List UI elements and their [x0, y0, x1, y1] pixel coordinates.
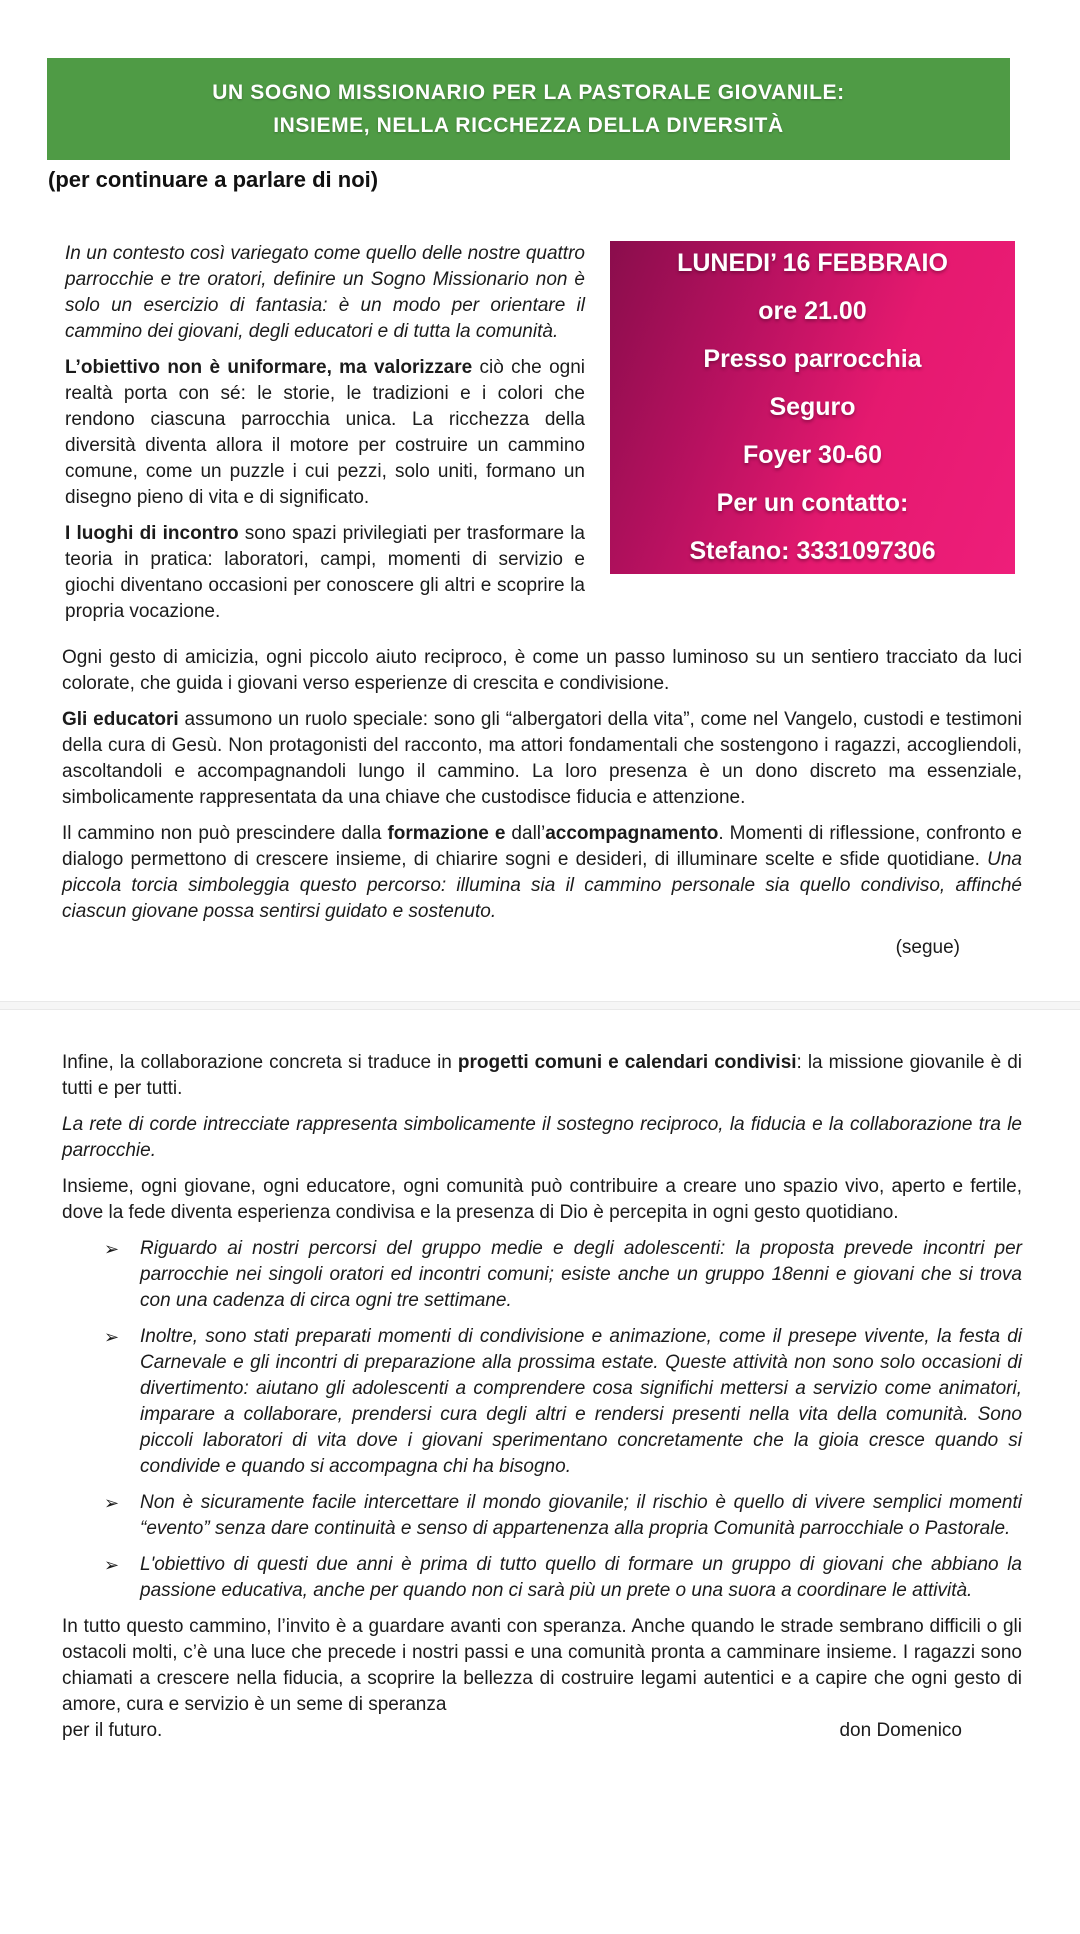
- paragraph-luoghi: [65, 521, 585, 625]
- bold-run-accompagnamento: accompagnamento: [545, 823, 719, 844]
- bullet-item: [102, 1552, 1022, 1604]
- banner-line-1: UN SOGNO MISSIONARIO PER LA PASTORALE GIOVANILE:: [212, 80, 845, 104]
- arrow-bullet-icon: ➢: [104, 1327, 120, 1347]
- event-contact-label: Per un contatto:: [716, 489, 909, 517]
- paragraph-cammino: [62, 821, 1022, 925]
- bullet-text-mondo-giovanile: Non è sicuramente facile intercettare il mondo giovanile; il rischio è quello di vivere semplici momenti “evento” senza dare continuità e senso di appartenenza alla propria Comunità parrocchiale o Pastorale.: [140, 1492, 1022, 1539]
- second-page-section: [62, 1050, 1022, 1744]
- bold-run-formazione: formazione e: [387, 823, 506, 844]
- bold-run-educatori: Gli educatori: [62, 709, 179, 730]
- paragraph-obiettivo: [65, 355, 585, 511]
- arrow-bullet-icon: ➢: [104, 1239, 120, 1259]
- text-run: assumono un ruolo speciale: sono gli “albergatori della vita”, come nel Vangelo, custodi e testimoni della cura di Gesù. Non protagonisti del racconto, ma attori fondamentali che sostengono i ragazzi, accogliendoli, ascoltandoli e accompagnandoli lungo il cammino. La loro presenza è un dono discreto ma essenziale, simbolicamente rappresentata da una chiave che custodisce fiducia e attenzione.: [62, 709, 1022, 808]
- event-date: LUNEDI’ 16 FEBBRAIO: [677, 249, 948, 277]
- paragraph-rete: La rete di corde intrecciate rappresenta simbolicamente il sostegno reciproco, la fiducia e la collaborazione tra le parrocchie.: [62, 1114, 1022, 1161]
- bold-run-progetti: progetti comuni e calendari condivisi: [457, 1052, 797, 1073]
- arrow-bullet-icon: ➢: [104, 1493, 120, 1513]
- bullet-item: [102, 1490, 1022, 1542]
- bullet-item: [102, 1324, 1022, 1480]
- signature-row: [62, 1718, 1022, 1744]
- text-run: : la missione giovanile è di tutti e per tutti.: [62, 1052, 1022, 1099]
- arrow-bullet-icon: ➢: [104, 1555, 120, 1575]
- event-place-line-2: Seguro: [769, 393, 856, 421]
- paragraph-contesto: In un contesto così variegato come quello delle nostre quattro parrocchie e tre oratori, definire un Sogno Missionario non è solo un esercizio di fantasia: è un modo per orientare il cammino dei giovani, degli educatori e di tutta la comunità.: [65, 243, 585, 342]
- bold-run-luoghi: I luoghi di incontro: [65, 523, 239, 544]
- paragraph-infine: [62, 1050, 1022, 1102]
- event-contact-phone: Stefano: 3331097306: [689, 537, 936, 565]
- signature: don Domenico: [839, 1720, 962, 1741]
- text-run: dall’: [505, 823, 546, 844]
- subtitle: (per continuare a parlare di noi): [48, 167, 379, 192]
- bullet-text-obiettivo-due-anni: L'obiettivo di questi due anni è prima di tutto quello di formare un gruppo di giovani che abbiano la passione educativa, anche per quando non ci sarà più un prete o una suora a coordinare le attività.: [140, 1554, 1022, 1601]
- bullet-list: [102, 1236, 1022, 1604]
- segue-note: (segue): [895, 937, 960, 958]
- title-banner: [47, 58, 1010, 160]
- bold-run-obiettivo: L’obiettivo non è uniformare, ma valorizzare: [65, 357, 473, 378]
- closing-last-line: per il futuro.: [62, 1720, 163, 1741]
- paragraph-educatori: [62, 707, 1022, 811]
- intro-section: [65, 241, 1015, 635]
- text-run: ciò che ogni realtà porta con sé: le storie, le tradizioni e i colori che rendono ciascuna parrocchia unica. La ricchezza della diversità diventa allora il motore per costruire un cammino comune, come un puzzle i cui pezzi, solo uniti, formano un disegno pieno di vita e di significato.: [65, 357, 585, 508]
- banner-line-2: INSIEME, NELLA RICCHEZZA DELLA DIVERSITÀ: [273, 113, 784, 137]
- bullet-text-momenti: Inoltre, sono stati preparati momenti di condivisione e animazione, come il presepe vivente, la festa di Carnevale e gli incontri di preparazione alla prossima estate. Queste attività non sono solo occasioni di divertimento: aiutano gli adolescenti a comprendere cosa significhi mettersi a servizio come animatori, imparare a collaborare, prendersi cura degli altri e rendersi presenti nella vita della comunità. Sono piccoli laboratori di vita dove i giovani sperimentano concretamente che la gioia cresce quando si condivide e quando si accompagna chi ha bisogno.: [140, 1326, 1022, 1477]
- italic-run-torcia: Una piccola torcia simboleggia questo percorso: illumina sia il cammino personale sia quello condiviso, affinché ciascun giovane possa sentirsi guidato e sostenuto.: [62, 849, 1022, 922]
- text-run: . Momenti di riflessione, confronto e dialogo permettono di crescere insieme, di chiarire sogni e desideri, di illuminare scelte e sfide quotidiane.: [62, 823, 1022, 870]
- main-text-section: [62, 645, 1022, 961]
- text-run: Infine, la collaborazione concreta si traduce in: [62, 1052, 458, 1073]
- closing-paragraph: In tutto questo cammino, l’invito è a guardare avanti con speranza. Anche quando le strade sembrano difficili o gli ostacoli molti, c’è una luce che precede i nostri passi e una comunità pronta a camminare insieme. I ragazzi sono chiamati a crescere nella fiducia, a scoprire la bellezza di costruire legami autentici e a capire che ogni gesto di amore, cura e servizio è un seme di speranza: [62, 1616, 1022, 1715]
- event-room: Foyer 30-60: [743, 441, 882, 469]
- intro-text-column: [65, 241, 585, 635]
- event-time: ore 21.00: [758, 297, 867, 325]
- paragraph-insieme: Insieme, ogni giovane, ogni educatore, ogni comunità può contribuire a creare uno spazio vivo, aperto e fertile, dove la fede diventa esperienza condivisa e la presenza di Dio è percepita in ogni gesto quotidiano.: [62, 1176, 1022, 1223]
- paragraph-gesto: Ogni gesto di amicizia, ogni piccolo aiuto reciproco, è come un passo luminoso su un sentiero tracciato da luci colorate, che guida i giovani verso esperienze di crescita e condivisione.: [62, 647, 1022, 694]
- page-break-separator: [0, 1001, 1080, 1010]
- bullet-item: [102, 1236, 1022, 1314]
- event-place-line-1: Presso parrocchia: [703, 345, 922, 373]
- text-run: sono spazi privilegiati per trasformare la teoria in pratica: laboratori, campi, momenti di servizio e giochi diventano occasioni per conoscere gli altri e scoprire la propria vocazione.: [65, 523, 585, 622]
- bullet-text-percorsi: Riguardo ai nostri percorsi del gruppo medie e degli adolescenti: la proposta prevede incontri per parrocchie nei singoli oratori ed incontri comuni; esiste anche un gruppo 18enni e giovani che si trova con una cadenza di circa ogni tre settimane.: [140, 1238, 1022, 1311]
- event-box: [610, 241, 1015, 574]
- text-run: Il cammino non può prescindere dalla: [62, 823, 388, 844]
